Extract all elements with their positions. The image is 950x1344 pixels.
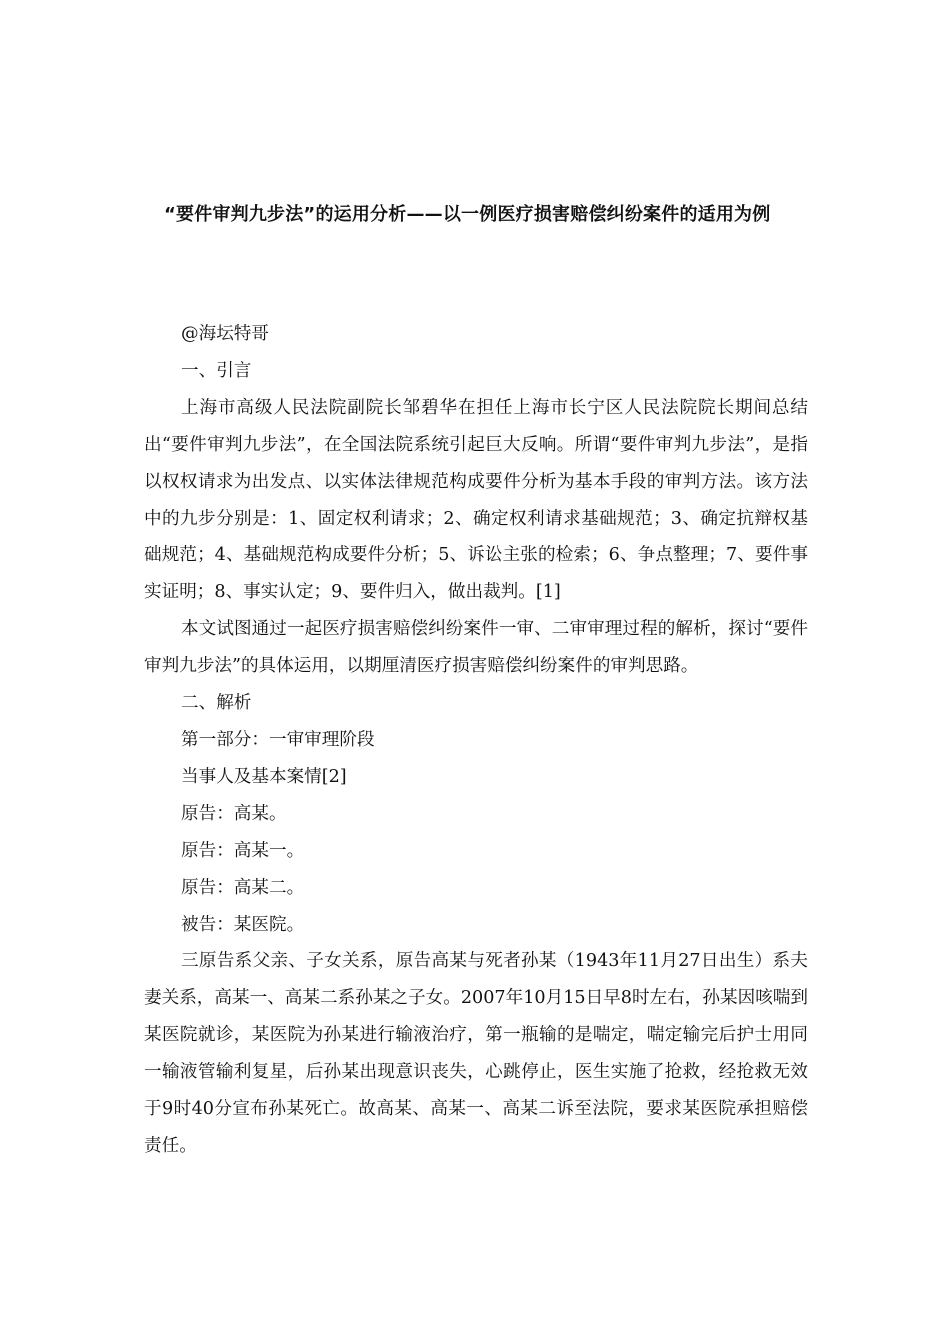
- party-line: 被告：某医院。: [181, 914, 305, 935]
- document-title-text: “要件审判九步法”的运用分析——以一例医疗损害赔偿纠纷案件的适用为例: [164, 204, 771, 225]
- document-body: [144, 316, 808, 1165]
- document-title: [144, 196, 824, 234]
- subsection-heading: 当事人及基本案情[2]: [181, 766, 347, 787]
- party-line: 原告：高某一。: [181, 840, 305, 861]
- party-line: 原告：高某二。: [181, 877, 305, 898]
- section-heading: 一、引言: [181, 360, 252, 381]
- paragraph: 三原告系父亲、子女关系，原告高某与死者孙某（1943年11月27日出生）系夫妻关系，高某一、高某二系孙某之子女。2007年10月15日早8时左右，孙某因咳喘到某医院就诊，某医院为孙某进行输液治疗，第一瓶输的是喘定，喘定输完后护士用同一输液管输利复星，后孙某出现意识丧失，心跳停止，医生实施了抢救，经抢救无效于9时40分宣布孙某死亡。故高某、高某一、高某二诉至法院，要求某医院承担赔偿责任。: [144, 951, 808, 1156]
- subsection-heading: 第一部分：一审审理阶段: [181, 729, 375, 750]
- paragraph: 上海市高级人民法院副院长邹碧华在担任上海市长宁区人民法院院长期间总结出“要件审判九步法”，在全国法院系统引起巨大反响。所谓“要件审判九步法”，是指以权权请求为出发点、以实体法律规范构成要件分析为基本手段的审判方法。该方法中的九步分别是：1、固定权利请求；2、确定权利请求基础规范；3、确定抗辩权基础规范；4、基础规范构成要件分析；5、诉讼主张的检索；6、争点整理；7、要件事实证明；8、事实认定；9、要件归入，做出裁判。[1]: [144, 397, 808, 603]
- party-line: 原告：高某。: [181, 803, 287, 824]
- paragraph: 本文试图通过一起医疗损害赔偿纠纷案件一审、二审审理过程的解析，探讨“要件审判九步法”的具体运用，以期厘清医疗损害赔偿纠纷案件的审判思路。: [144, 619, 808, 677]
- author-line: @海坛特哥: [181, 324, 269, 344]
- section-heading: 二、解析: [181, 693, 252, 714]
